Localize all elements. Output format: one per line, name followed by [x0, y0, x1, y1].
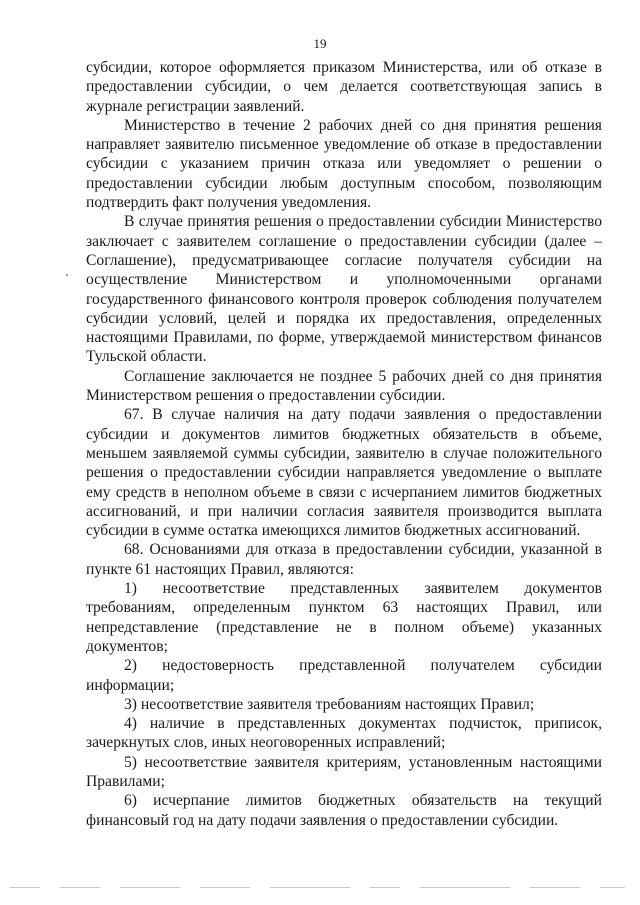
paragraph: субсидии, которое оформляется приказом Министерства, или об отказе в предоставлении субсидии, о чем делается соответствующая запись в журнале регистрации заявлений.: [86, 59, 602, 115]
paragraph-item-68: 68. Основаниями для отказа в предоставлении субсидии, указанной в пункте 61 настоящих Правил, являются:: [86, 541, 602, 578]
scan-speck: [66, 274, 68, 276]
list-item: 3) несоответствие заявителя требованиям настоящих Правил;: [124, 695, 535, 713]
list-item: 6) исчерпание лимитов бюджетных обязательств на текущий финансовый год на дату подачи заявления о предоставлении субсидии.: [86, 792, 602, 829]
list-item: 1) несоответствие представленных заявителем документов требованиям, определенным пунктом 63 настоящих Правил, или непредставление (представление не в полном объеме) указанных документов;: [86, 580, 602, 655]
list-item: 2) недостоверность представленной получателем субсидии информации;: [86, 657, 602, 694]
scan-artifact-line: [0, 884, 640, 892]
refusal-grounds-list: [86, 579, 602, 830]
paragraph: Соглашение заключается не позднее 5 рабочих дней со дня принятия Министерством решения о предоставлении субсидии.: [86, 367, 602, 405]
page-number: 19: [313, 36, 327, 51]
list-item: 4) наличие в представленных документах подчисток, приписок, зачеркнутых слов, иных неоговоренных исправлений;: [86, 715, 602, 752]
paragraph: Министерство в течение 2 рабочих дней со дня принятия решения направляет заявителю письменное уведомление об отказе в предоставлении субсидии с указанием причин отказа или уведомляет о решении о предоставлении субсидии любым доступным способом, позволяющим подтвердить факт получения уведомления.: [86, 116, 602, 212]
paragraph-item-67: 67. В случае наличия на дату подачи заявления о предоставлении субсидии и документов лимитов бюджетных обязательств в объеме, меньшем заявляемой суммы субсидии, заявителю в случае положительного решения о предоставлении субсидии направляется уведомление о выплате ему средств в неполном объеме в связи с исчерпанием лимитов бюджетных ассигнований, и при наличии согласия заявителя производится выплата субсидии в сумме остатка имеющихся лимитов бюджетных ассигнований.: [86, 406, 602, 540]
list-item: 5) несоответствие заявителя критериям, установленным настоящими Правилами;: [86, 753, 602, 790]
document-body: [86, 58, 602, 830]
paragraph: В случае принятия решения о предоставлении субсидии Министерство заключает с заявителем соглашение о предоставлении субсидии (далее – Соглашение), предусматривающее согласие получателя субсидии на осуществление Министерством и уполномоченными органами государственного финансового контроля проверок соблюдения получателем субсидии условий, целей и порядка их предоставления, определенных настоящими Правилами, по форме, утверждаемой министерством финансов Тульской области.: [86, 213, 602, 366]
